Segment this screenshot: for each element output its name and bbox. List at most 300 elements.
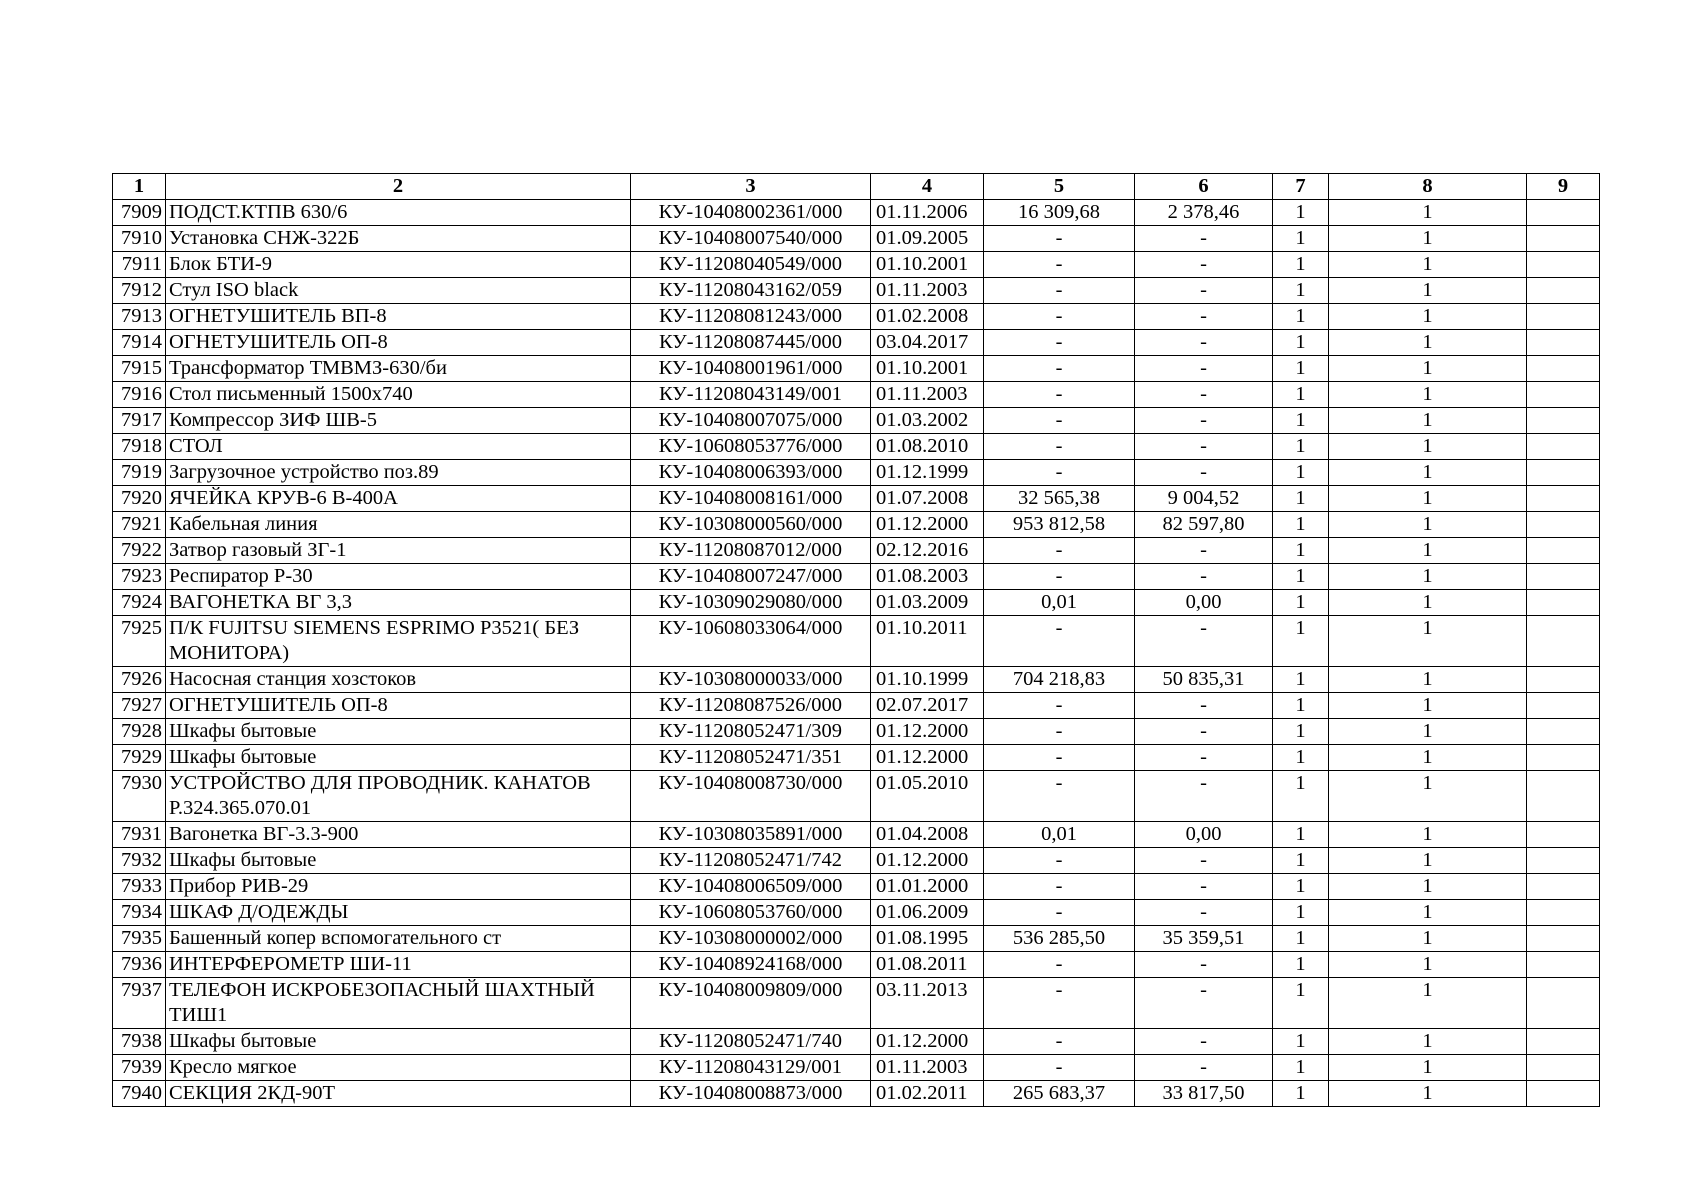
note-cell [1527,822,1600,848]
count-cell: 1 [1329,978,1527,1029]
row-number-cell: 7916 [113,382,166,408]
row-number-cell: 7939 [113,1055,166,1081]
date-cell: 01.08.1995 [871,926,984,952]
row-number-cell: 7928 [113,719,166,745]
item-name-cell: СЕКЦИЯ 2КД-90Т [166,1081,631,1107]
count-cell: 1 [1329,745,1527,771]
residual-cost-cell: - [1135,1029,1273,1055]
row-number-cell: 7921 [113,512,166,538]
count-cell: 1 [1329,590,1527,616]
initial-cost-cell: - [984,382,1135,408]
inventory-code-cell: КУ-11208052471/309 [631,719,871,745]
row-number-cell: 7911 [113,252,166,278]
initial-cost-cell: 265 683,37 [984,1081,1135,1107]
note-cell [1527,226,1600,252]
item-name-cell: Шкафы бытовые [166,1029,631,1055]
row-number-cell: 7926 [113,667,166,693]
initial-cost-cell: 16 309,68 [984,200,1135,226]
table-row [113,538,1600,564]
item-name-cell: П/К FUJITSU SIEMENS ESPRIMO P3521( БЕЗ МОНИТОРА) [166,616,631,667]
quantity-cell: 1 [1273,304,1329,330]
inventory-code-cell: КУ-10408006509/000 [631,874,871,900]
count-cell: 1 [1329,330,1527,356]
note-cell [1527,564,1600,590]
count-cell: 1 [1329,693,1527,719]
count-cell: 1 [1329,1081,1527,1107]
count-cell: 1 [1329,771,1527,822]
note-cell [1527,304,1600,330]
count-cell: 1 [1329,512,1527,538]
quantity-cell: 1 [1273,434,1329,460]
residual-cost-cell: - [1135,719,1273,745]
initial-cost-cell: 0,01 [984,590,1135,616]
initial-cost-cell: - [984,978,1135,1029]
date-cell: 01.12.2000 [871,512,984,538]
inventory-code-cell: КУ-11208043149/001 [631,382,871,408]
initial-cost-cell: 953 812,58 [984,512,1135,538]
initial-cost-cell: 32 565,38 [984,486,1135,512]
row-number-cell: 7932 [113,848,166,874]
inventory-code-cell: КУ-10408007540/000 [631,226,871,252]
note-cell [1527,200,1600,226]
initial-cost-cell: - [984,330,1135,356]
item-name-cell: Трансформатор ТМВМЗ-630/би [166,356,631,382]
note-cell [1527,719,1600,745]
residual-cost-cell: - [1135,952,1273,978]
residual-cost-cell: - [1135,408,1273,434]
quantity-cell: 1 [1273,564,1329,590]
item-name-cell: Кресло мягкое [166,1055,631,1081]
date-cell: 01.10.1999 [871,667,984,693]
item-name-cell: Шкафы бытовые [166,745,631,771]
initial-cost-cell: - [984,304,1135,330]
item-name-cell: Шкафы бытовые [166,719,631,745]
table-row [113,512,1600,538]
note-cell [1527,590,1600,616]
item-name-cell: ВАГОНЕТКА ВГ 3,3 [166,590,631,616]
row-number-cell: 7936 [113,952,166,978]
initial-cost-cell: 536 285,50 [984,926,1135,952]
inventory-code-cell: КУ-10408001961/000 [631,356,871,382]
row-number-cell: 7912 [113,278,166,304]
date-cell: 01.08.2010 [871,434,984,460]
count-cell: 1 [1329,434,1527,460]
residual-cost-cell: 82 597,80 [1135,512,1273,538]
residual-cost-cell: - [1135,693,1273,719]
count-cell: 1 [1329,952,1527,978]
table-row [113,356,1600,382]
item-name-cell: Респиратор Р-30 [166,564,631,590]
quantity-cell: 1 [1273,952,1329,978]
quantity-cell: 1 [1273,745,1329,771]
count-cell: 1 [1329,226,1527,252]
residual-cost-cell: - [1135,330,1273,356]
table-row [113,719,1600,745]
item-name-cell: Кабельная линия [166,512,631,538]
initial-cost-cell: 0,01 [984,822,1135,848]
count-cell: 1 [1329,486,1527,512]
inventory-code-cell: КУ-10308000560/000 [631,512,871,538]
item-name-cell: Стул ISO black [166,278,631,304]
table-row [113,926,1600,952]
count-cell: 1 [1329,1055,1527,1081]
inventory-code-cell: КУ-10408002361/000 [631,200,871,226]
quantity-cell: 1 [1273,900,1329,926]
note-cell [1527,616,1600,667]
table-row [113,667,1600,693]
item-name-cell: ИНТЕРФЕРОМЕТР ШИ-11 [166,952,631,978]
note-cell [1527,848,1600,874]
count-cell: 1 [1329,822,1527,848]
initial-cost-cell: - [984,616,1135,667]
initial-cost-cell: 704 218,83 [984,667,1135,693]
residual-cost-cell: 0,00 [1135,590,1273,616]
item-name-cell: Насосная станция хозстоков [166,667,631,693]
date-cell: 01.11.2003 [871,1055,984,1081]
item-name-cell: ОГНЕТУШИТЕЛЬ ОП-8 [166,330,631,356]
initial-cost-cell: - [984,771,1135,822]
item-name-cell: Стол письменный 1500х740 [166,382,631,408]
residual-cost-cell: - [1135,382,1273,408]
note-cell [1527,926,1600,952]
table-row [113,693,1600,719]
date-cell: 01.02.2011 [871,1081,984,1107]
inventory-code-cell: КУ-10308035891/000 [631,822,871,848]
note-cell [1527,408,1600,434]
inventory-code-cell: КУ-10308000002/000 [631,926,871,952]
count-cell: 1 [1329,874,1527,900]
row-number-cell: 7915 [113,356,166,382]
column-header-3: 3 [631,174,871,200]
note-cell [1527,874,1600,900]
inventory-code-cell: КУ-11208052471/351 [631,745,871,771]
inventory-code-cell: КУ-11208040549/000 [631,252,871,278]
count-cell: 1 [1329,667,1527,693]
item-name-cell: Прибор РИВ-29 [166,874,631,900]
inventory-code-cell: КУ-10308000033/000 [631,667,871,693]
inventory-table [112,173,1600,1107]
inventory-code-cell: КУ-10608053760/000 [631,900,871,926]
quantity-cell: 1 [1273,486,1329,512]
initial-cost-cell: - [984,874,1135,900]
initial-cost-cell: - [984,434,1135,460]
date-cell: 01.09.2005 [871,226,984,252]
quantity-cell: 1 [1273,1055,1329,1081]
count-cell: 1 [1329,304,1527,330]
table-row [113,978,1600,1029]
residual-cost-cell: - [1135,538,1273,564]
initial-cost-cell: - [984,226,1135,252]
table-row [113,330,1600,356]
note-cell [1527,1081,1600,1107]
inventory-code-cell: КУ-10309029080/000 [631,590,871,616]
row-number-cell: 7914 [113,330,166,356]
table-row [113,771,1600,822]
item-name-cell: Установка СНЖ-322Б [166,226,631,252]
residual-cost-cell: - [1135,356,1273,382]
row-number-cell: 7918 [113,434,166,460]
row-number-cell: 7938 [113,1029,166,1055]
date-cell: 01.12.2000 [871,848,984,874]
residual-cost-cell: 0,00 [1135,822,1273,848]
count-cell: 1 [1329,356,1527,382]
item-name-cell: Затвор газовый ЗГ-1 [166,538,631,564]
item-name-cell: ОГНЕТУШИТЕЛЬ ОП-8 [166,693,631,719]
inventory-code-cell: КУ-10408007247/000 [631,564,871,590]
date-cell: 01.07.2008 [871,486,984,512]
inventory-code-cell: КУ-11208087445/000 [631,330,871,356]
item-name-cell: Компрессор ЗИФ ШВ-5 [166,408,631,434]
row-number-cell: 7934 [113,900,166,926]
quantity-cell: 1 [1273,1029,1329,1055]
quantity-cell: 1 [1273,200,1329,226]
date-cell: 01.12.1999 [871,460,984,486]
row-number-cell: 7913 [113,304,166,330]
inventory-code-cell: КУ-10608033064/000 [631,616,871,667]
quantity-cell: 1 [1273,1081,1329,1107]
inventory-code-cell: КУ-10408007075/000 [631,408,871,434]
column-header-7: 7 [1273,174,1329,200]
table-row [113,1081,1600,1107]
table-row [113,486,1600,512]
count-cell: 1 [1329,564,1527,590]
date-cell: 01.05.2010 [871,771,984,822]
initial-cost-cell: - [984,356,1135,382]
note-cell [1527,460,1600,486]
date-cell: 01.01.2000 [871,874,984,900]
date-cell: 01.04.2008 [871,822,984,848]
quantity-cell: 1 [1273,616,1329,667]
residual-cost-cell: 33 817,50 [1135,1081,1273,1107]
note-cell [1527,667,1600,693]
date-cell: 01.12.2000 [871,719,984,745]
table-row [113,460,1600,486]
table-row [113,434,1600,460]
count-cell: 1 [1329,719,1527,745]
item-name-cell: Шкафы бытовые [166,848,631,874]
quantity-cell: 1 [1273,512,1329,538]
inventory-code-cell: КУ-11208043162/059 [631,278,871,304]
date-cell: 01.10.2001 [871,252,984,278]
inventory-code-cell: КУ-10408009809/000 [631,978,871,1029]
row-number-cell: 7925 [113,616,166,667]
quantity-cell: 1 [1273,822,1329,848]
inventory-code-cell: КУ-10408008730/000 [631,771,871,822]
column-header-8: 8 [1329,174,1527,200]
date-cell: 01.08.2011 [871,952,984,978]
count-cell: 1 [1329,200,1527,226]
header-row [113,174,1600,200]
note-cell [1527,330,1600,356]
inventory-code-cell: КУ-10408006393/000 [631,460,871,486]
date-cell: 01.06.2009 [871,900,984,926]
item-name-cell: СТОЛ [166,434,631,460]
note-cell [1527,356,1600,382]
table-row [113,822,1600,848]
residual-cost-cell: 50 835,31 [1135,667,1273,693]
initial-cost-cell: - [984,719,1135,745]
quantity-cell: 1 [1273,693,1329,719]
inventory-code-cell: КУ-11208081243/000 [631,304,871,330]
quantity-cell: 1 [1273,848,1329,874]
quantity-cell: 1 [1273,926,1329,952]
residual-cost-cell: - [1135,616,1273,667]
note-cell [1527,382,1600,408]
row-number-cell: 7923 [113,564,166,590]
residual-cost-cell: - [1135,874,1273,900]
column-header-4: 4 [871,174,984,200]
note-cell [1527,512,1600,538]
residual-cost-cell: 35 359,51 [1135,926,1273,952]
table-row [113,408,1600,434]
row-number-cell: 7910 [113,226,166,252]
residual-cost-cell: - [1135,1055,1273,1081]
date-cell: 01.11.2006 [871,200,984,226]
inventory-code-cell: КУ-10408924168/000 [631,952,871,978]
initial-cost-cell: - [984,564,1135,590]
initial-cost-cell: - [984,693,1135,719]
table-row [113,900,1600,926]
quantity-cell: 1 [1273,667,1329,693]
date-cell: 01.08.2003 [871,564,984,590]
initial-cost-cell: - [984,252,1135,278]
row-number-cell: 7937 [113,978,166,1029]
row-number-cell: 7929 [113,745,166,771]
table-row [113,200,1600,226]
note-cell [1527,1029,1600,1055]
date-cell: 01.11.2003 [871,382,984,408]
quantity-cell: 1 [1273,356,1329,382]
note-cell [1527,252,1600,278]
note-cell [1527,693,1600,719]
table-row [113,874,1600,900]
table-row [113,226,1600,252]
initial-cost-cell: - [984,460,1135,486]
row-number-cell: 7940 [113,1081,166,1107]
quantity-cell: 1 [1273,252,1329,278]
initial-cost-cell: - [984,408,1135,434]
row-number-cell: 7931 [113,822,166,848]
row-number-cell: 7920 [113,486,166,512]
date-cell: 03.04.2017 [871,330,984,356]
table-row [113,252,1600,278]
residual-cost-cell: - [1135,745,1273,771]
count-cell: 1 [1329,1029,1527,1055]
count-cell: 1 [1329,616,1527,667]
quantity-cell: 1 [1273,538,1329,564]
row-number-cell: 7909 [113,200,166,226]
quantity-cell: 1 [1273,226,1329,252]
item-name-cell: ОГНЕТУШИТЕЛЬ ВП-8 [166,304,631,330]
table-row [113,745,1600,771]
quantity-cell: 1 [1273,874,1329,900]
inventory-code-cell: КУ-11208087012/000 [631,538,871,564]
date-cell: 01.03.2002 [871,408,984,434]
quantity-cell: 1 [1273,460,1329,486]
initial-cost-cell: - [984,278,1135,304]
date-cell: 01.02.2008 [871,304,984,330]
inventory-code-cell: КУ-11208043129/001 [631,1055,871,1081]
note-cell [1527,538,1600,564]
item-name-cell: ЯЧЕЙКА КРУВ-6 В-400А [166,486,631,512]
note-cell [1527,1055,1600,1081]
row-number-cell: 7933 [113,874,166,900]
initial-cost-cell: - [984,952,1135,978]
count-cell: 1 [1329,900,1527,926]
date-cell: 01.03.2009 [871,590,984,616]
inventory-code-cell: КУ-11208052471/742 [631,848,871,874]
initial-cost-cell: - [984,1055,1135,1081]
quantity-cell: 1 [1273,408,1329,434]
inventory-code-cell: КУ-11208087526/000 [631,693,871,719]
count-cell: 1 [1329,926,1527,952]
residual-cost-cell: - [1135,564,1273,590]
note-cell [1527,434,1600,460]
row-number-cell: 7922 [113,538,166,564]
date-cell: 02.12.2016 [871,538,984,564]
note-cell [1527,486,1600,512]
residual-cost-cell: - [1135,434,1273,460]
residual-cost-cell: 2 378,46 [1135,200,1273,226]
table-row [113,382,1600,408]
item-name-cell: ШКАФ Д/ОДЕЖДЫ [166,900,631,926]
quantity-cell: 1 [1273,771,1329,822]
inventory-code-cell: КУ-11208052471/740 [631,1029,871,1055]
initial-cost-cell: - [984,848,1135,874]
inventory-code-cell: КУ-10408008873/000 [631,1081,871,1107]
table-row [113,304,1600,330]
date-cell: 02.07.2017 [871,693,984,719]
row-number-cell: 7924 [113,590,166,616]
row-number-cell: 7919 [113,460,166,486]
residual-cost-cell: 9 004,52 [1135,486,1273,512]
column-header-6: 6 [1135,174,1273,200]
item-name-cell: Вагонетка ВГ-3.3-900 [166,822,631,848]
note-cell [1527,952,1600,978]
item-name-cell: Загрузочное устройство поз.89 [166,460,631,486]
count-cell: 1 [1329,848,1527,874]
residual-cost-cell: - [1135,278,1273,304]
note-cell [1527,900,1600,926]
count-cell: 1 [1329,408,1527,434]
count-cell: 1 [1329,252,1527,278]
note-cell [1527,278,1600,304]
column-header-9: 9 [1527,174,1600,200]
column-header-5: 5 [984,174,1135,200]
item-name-cell: Башенный копер вспомогательного ст [166,926,631,952]
count-cell: 1 [1329,278,1527,304]
quantity-cell: 1 [1273,978,1329,1029]
date-cell: 01.12.2000 [871,745,984,771]
row-number-cell: 7935 [113,926,166,952]
inventory-code-cell: КУ-10408008161/000 [631,486,871,512]
initial-cost-cell: - [984,1029,1135,1055]
note-cell [1527,978,1600,1029]
table-row [113,616,1600,667]
date-cell: 01.10.2001 [871,356,984,382]
item-name-cell: ТЕЛЕФОН ИСКРОБЕЗОПАСНЫЙ ШАХТНЫЙ ТИШ1 [166,978,631,1029]
quantity-cell: 1 [1273,382,1329,408]
table-row [113,564,1600,590]
note-cell [1527,771,1600,822]
table-row [113,278,1600,304]
item-name-cell: ПОДСТ.КТПВ 630/6 [166,200,631,226]
table-row [113,1029,1600,1055]
column-header-1: 1 [113,174,166,200]
residual-cost-cell: - [1135,900,1273,926]
count-cell: 1 [1329,538,1527,564]
date-cell: 03.11.2013 [871,978,984,1029]
